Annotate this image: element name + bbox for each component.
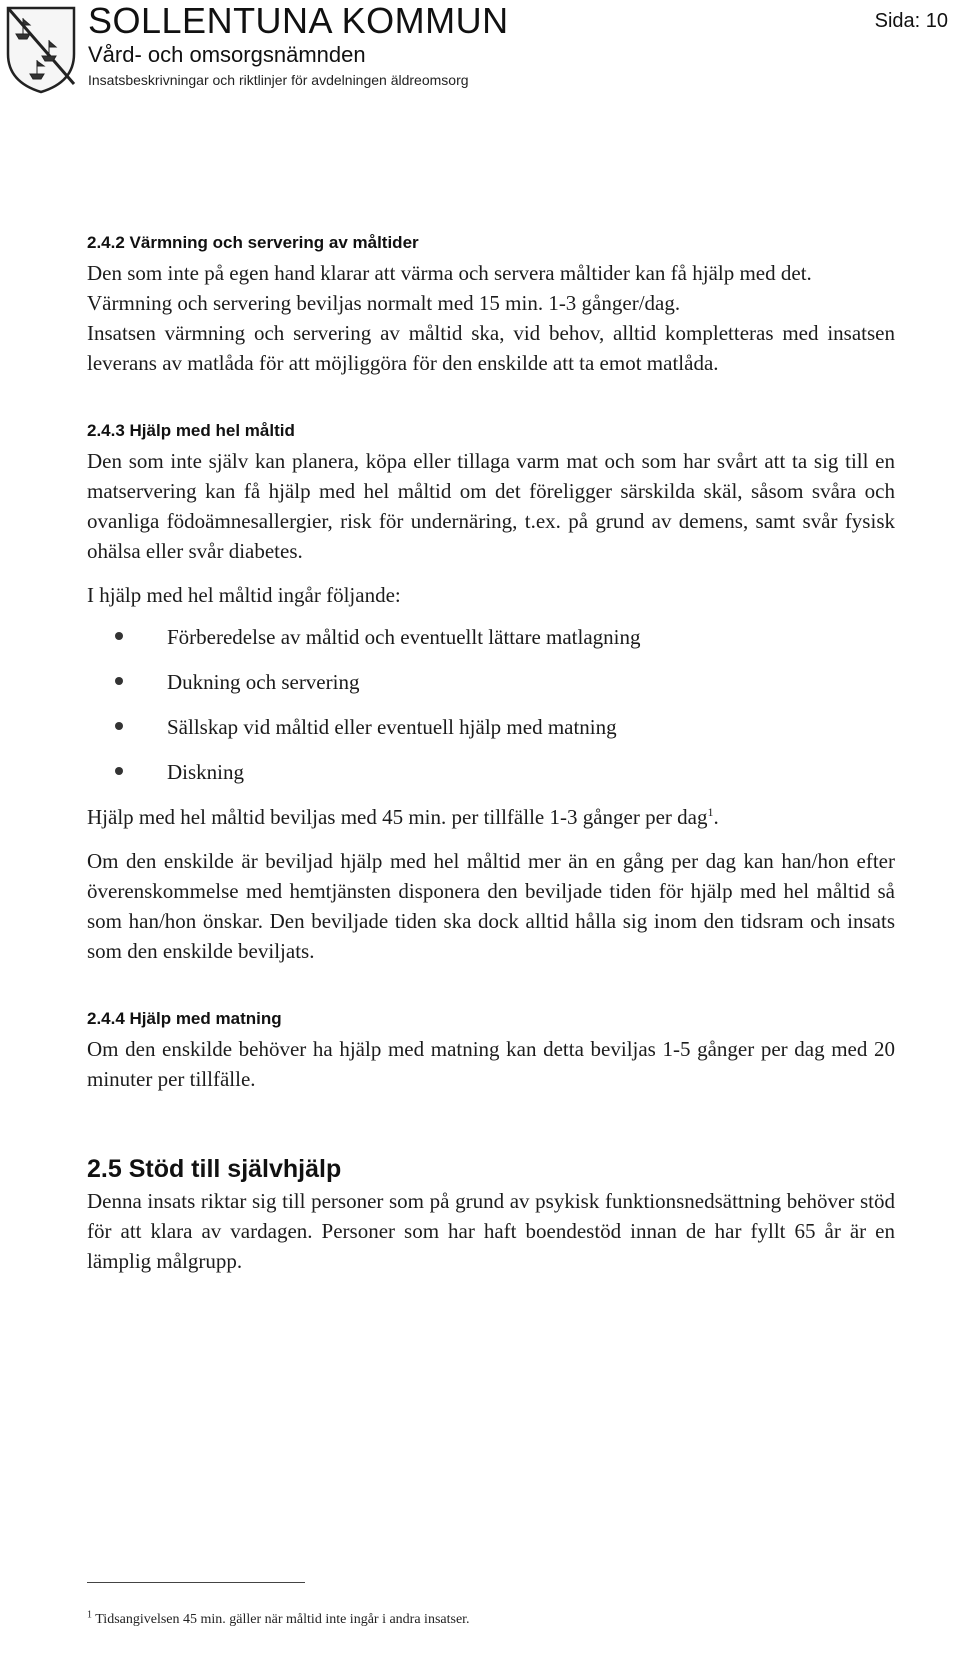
section-heading-2-4-4: 2.4.4 Hjälp med matning — [87, 1009, 282, 1028]
org-name: SOLLENTUNA KOMMUN — [88, 0, 509, 41]
list-item: Förberedelse av måltid och eventuellt lättare matlagning — [87, 622, 895, 652]
bullet-icon — [115, 722, 123, 730]
section-heading-2-4-2: 2.4.2 Värmning och servering av måltider — [87, 233, 419, 252]
paragraph: Denna insats riktar sig till personer som på grund av psykisk funktionsnedsättning behöver stöd för att klara av vardagen. Personer som har haft boendestöd innan de har fyllt 65 år är en lämplig målgrupp. — [87, 1189, 895, 1273]
page-number: Sida: 10 — [874, 10, 948, 32]
list-item: Dukning och servering — [87, 667, 895, 697]
paragraph: Värmning och servering beviljas normalt med 15 min. 1-3 gånger/dag. — [87, 291, 681, 315]
bullet-icon — [115, 677, 123, 685]
section-heading-2-5: 2.5 Stöd till självhjälp — [87, 1155, 342, 1183]
bullet-icon — [115, 767, 123, 775]
footnote-reference[interactable]: 1 — [707, 805, 714, 819]
list-item: Diskning — [87, 757, 895, 787]
paragraph: Insatsen värmning och servering av måltid ska, vid behov, alltid kompletteras med insatsen leverans av matlåda för att möjliggöra för den enskilde att ta emot matlåda. — [87, 321, 895, 375]
sollentuna-coat-of-arms-icon — [4, 4, 78, 94]
document-body — [87, 228, 895, 1276]
paragraph: Om den enskilde behöver ha hjälp med matning kan detta beviljas 1-5 gånger per dag med 20 minuter per tillfälle. — [87, 1037, 895, 1091]
footnote-separator — [87, 1582, 305, 1583]
paragraph: Den som inte själv kan planera, köpa eller tillaga varm mat och som har svårt att ta sig till en matservering kan få hjälp med hel måltid om det föreligger särskilda skäl, såsom svåra och ovanliga födoämnesallergier, risk för undernäring, t.ex. på grund av demens, samt svår fysisk ohälsa eller svår diabetes. — [87, 449, 895, 563]
section-heading-2-4-3: 2.4.3 Hjälp med hel måltid — [87, 421, 295, 440]
paragraph: Den som inte på egen hand klarar att värma och servera måltider kan få hjälp med det. — [87, 261, 812, 285]
bullet-icon — [115, 632, 123, 640]
footnote: $^1$ Tidsangivelsen 45 min. gäller när måltid inte ingår i andra insatser. — [87, 1609, 470, 1627]
paragraph: Hjälp med hel måltid beviljas med 45 min. per tillfälle 1-3 gånger per dag$^1$. — [87, 805, 719, 829]
footnote-mark: 1 — [87, 1609, 92, 1621]
list-item: Sällskap vid måltid eller eventuell hjälp med matning — [87, 712, 895, 742]
document-description: Insatsbeskrivningar och riktlinjer för avdelningen äldreomsorg — [88, 72, 469, 88]
paragraph: I hjälp med hel måltid ingår följande: — [87, 583, 401, 607]
bullet-list — [87, 622, 895, 787]
paragraph: Om den enskilde är beviljad hjälp med hel måltid mer än en gång per dag kan han/hon efter överenskommelse med hemtjänsten disponera den beviljade tiden för hjälp med hel måltid så som han/hon önskar. Den beviljade tiden ska dock alltid hålla sig inom den tidsram och insats som den enskilde beviljats. — [87, 849, 895, 963]
board-name: Vård- och omsorgsnämnden — [88, 42, 366, 67]
